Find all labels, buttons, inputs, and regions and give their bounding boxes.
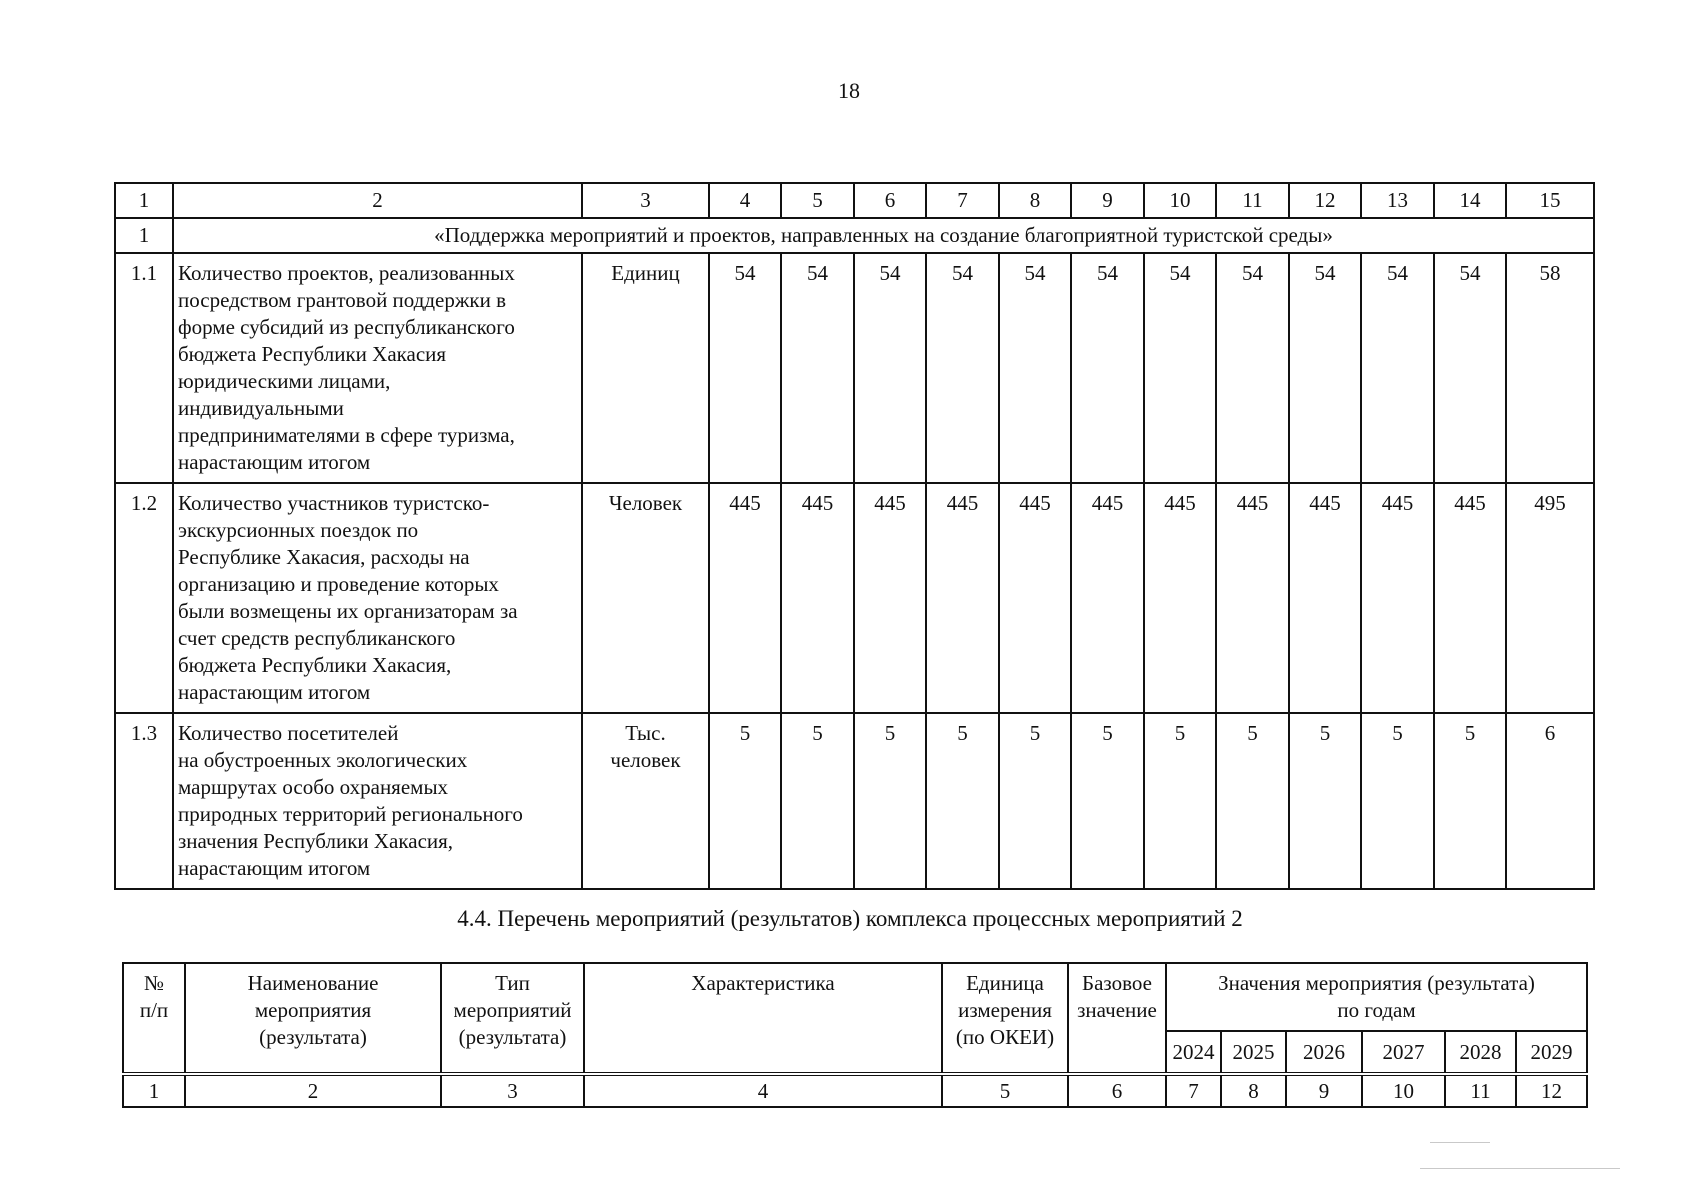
value-cell: 445: [854, 483, 926, 713]
year-cell: 2029: [1516, 1031, 1587, 1074]
col-num-cell: 7: [926, 183, 999, 218]
column-number-row: [123, 1074, 1587, 1107]
col-num-cell: 11: [1216, 183, 1289, 218]
row-number: 1.3: [115, 713, 173, 889]
page-number: 18: [838, 78, 860, 103]
header-values-by-year: Значения мероприятия (результата) по годам: [1166, 963, 1587, 1031]
value-cell: 5: [1434, 713, 1506, 889]
col-num-cell: 12: [1516, 1074, 1587, 1107]
value-cell: 445: [1071, 483, 1144, 713]
section-row: [115, 218, 1594, 253]
unit-cell: Человек: [582, 483, 709, 713]
table-row: [115, 253, 1594, 483]
value-cell: 5: [1216, 713, 1289, 889]
col-num-cell: 4: [584, 1074, 942, 1107]
value-cell: 5: [1071, 713, 1144, 889]
scan-artifact: [1430, 1142, 1490, 1143]
col-num-cell: 6: [1068, 1074, 1166, 1107]
year-cell: 2027: [1362, 1031, 1445, 1074]
row-number: 1.1: [115, 253, 173, 483]
value-cell: 5: [854, 713, 926, 889]
value-cell: 54: [1361, 253, 1434, 483]
col-num-cell: 1: [123, 1074, 185, 1107]
value-cell: 5: [1289, 713, 1361, 889]
value-cell: 445: [1361, 483, 1434, 713]
table-row: [115, 483, 1594, 713]
indicator-name: Количество посетителей на обустроенных экологических маршрутах особо охраняемых природных территорий регионального значения Республики Хакасия, нарастающим итогом: [173, 713, 582, 889]
col-num-cell: 9: [1071, 183, 1144, 218]
value-cell: 445: [1434, 483, 1506, 713]
header-type: Тип мероприятий (результата): [441, 963, 584, 1074]
col-num-cell: 2: [173, 183, 582, 218]
col-num-cell: 10: [1362, 1074, 1445, 1107]
unit-cell: Единиц: [582, 253, 709, 483]
value-cell: 54: [1289, 253, 1361, 483]
col-num-cell: 7: [1166, 1074, 1221, 1107]
value-cell: 445: [709, 483, 781, 713]
col-num-cell: 5: [942, 1074, 1068, 1107]
header-row: [123, 963, 1587, 1031]
value-cell: 6: [1506, 713, 1594, 889]
header-base-value: Базовое значение: [1068, 963, 1166, 1074]
value-cell: 54: [999, 253, 1071, 483]
value-cell: 445: [1144, 483, 1216, 713]
col-num-cell: 14: [1434, 183, 1506, 218]
indicators-table: [114, 182, 1595, 890]
year-cell: 2028: [1445, 1031, 1516, 1074]
value-cell: 5: [781, 713, 854, 889]
value-cell: 54: [1071, 253, 1144, 483]
col-num-cell: 15: [1506, 183, 1594, 218]
col-num-cell: 12: [1289, 183, 1361, 218]
header-num: № п/п: [123, 963, 185, 1074]
value-cell: 54: [1144, 253, 1216, 483]
col-num-cell: 5: [781, 183, 854, 218]
value-cell: 445: [1289, 483, 1361, 713]
scan-artifact: [1420, 1168, 1620, 1169]
value-cell: 445: [1216, 483, 1289, 713]
col-num-cell: 4: [709, 183, 781, 218]
col-num-cell: 3: [441, 1074, 584, 1107]
value-cell: 54: [926, 253, 999, 483]
header-unit: Единица измерения (по ОКЕИ): [942, 963, 1068, 1074]
header-characteristic: Характеристика: [584, 963, 942, 1074]
section-title: «Поддержка мероприятий и проектов, направленных на создание благоприятной туристской среды»: [173, 218, 1594, 253]
col-num-cell: 13: [1361, 183, 1434, 218]
value-cell: 54: [1216, 253, 1289, 483]
column-number-row: [115, 183, 1594, 218]
value-cell: 54: [854, 253, 926, 483]
table-row: [115, 713, 1594, 889]
activities-table: [122, 962, 1588, 1108]
value-cell: 54: [1434, 253, 1506, 483]
value-cell: 5: [1361, 713, 1434, 889]
value-cell: 54: [709, 253, 781, 483]
section-number: 1: [115, 218, 173, 253]
value-cell: 445: [926, 483, 999, 713]
col-num-cell: 1: [115, 183, 173, 218]
value-cell: 54: [781, 253, 854, 483]
value-cell: 5: [1144, 713, 1216, 889]
value-cell: 58: [1506, 253, 1594, 483]
year-cell: 2024: [1166, 1031, 1221, 1074]
year-cell: 2025: [1221, 1031, 1286, 1074]
col-num-cell: 8: [999, 183, 1071, 218]
indicator-name: Количество участников туристско- экскурсионных поездок по Республике Хакасия, расходы на организацию и проведение которых были возмещены их организаторам за счет средств республиканского бюджета Республики Хакасия, нарастающим итогом: [173, 483, 582, 713]
col-num-cell: 11: [1445, 1074, 1516, 1107]
header-name: Наименование мероприятия (результата): [185, 963, 441, 1074]
col-num-cell: 3: [582, 183, 709, 218]
section-heading: 4.4. Перечень мероприятий (результатов) комплекса процессных мероприятий 2: [457, 906, 1243, 931]
col-num-cell: 6: [854, 183, 926, 218]
unit-cell: Тыс. человек: [582, 713, 709, 889]
value-cell: 5: [926, 713, 999, 889]
col-num-cell: 10: [1144, 183, 1216, 218]
col-num-cell: 8: [1221, 1074, 1286, 1107]
value-cell: 5: [999, 713, 1071, 889]
col-num-cell: 9: [1286, 1074, 1362, 1107]
value-cell: 495: [1506, 483, 1594, 713]
value-cell: 5: [709, 713, 781, 889]
col-num-cell: 2: [185, 1074, 441, 1107]
value-cell: 445: [781, 483, 854, 713]
indicator-name: Количество проектов, реализованных посредством грантовой поддержки в форме субсидий из республиканского бюджета Республики Хакасия юридическими лицами, индивидуальными предпринимателями в сфере туризма, нарастающим итогом: [173, 253, 582, 483]
value-cell: 445: [999, 483, 1071, 713]
row-number: 1.2: [115, 483, 173, 713]
year-cell: 2026: [1286, 1031, 1362, 1074]
